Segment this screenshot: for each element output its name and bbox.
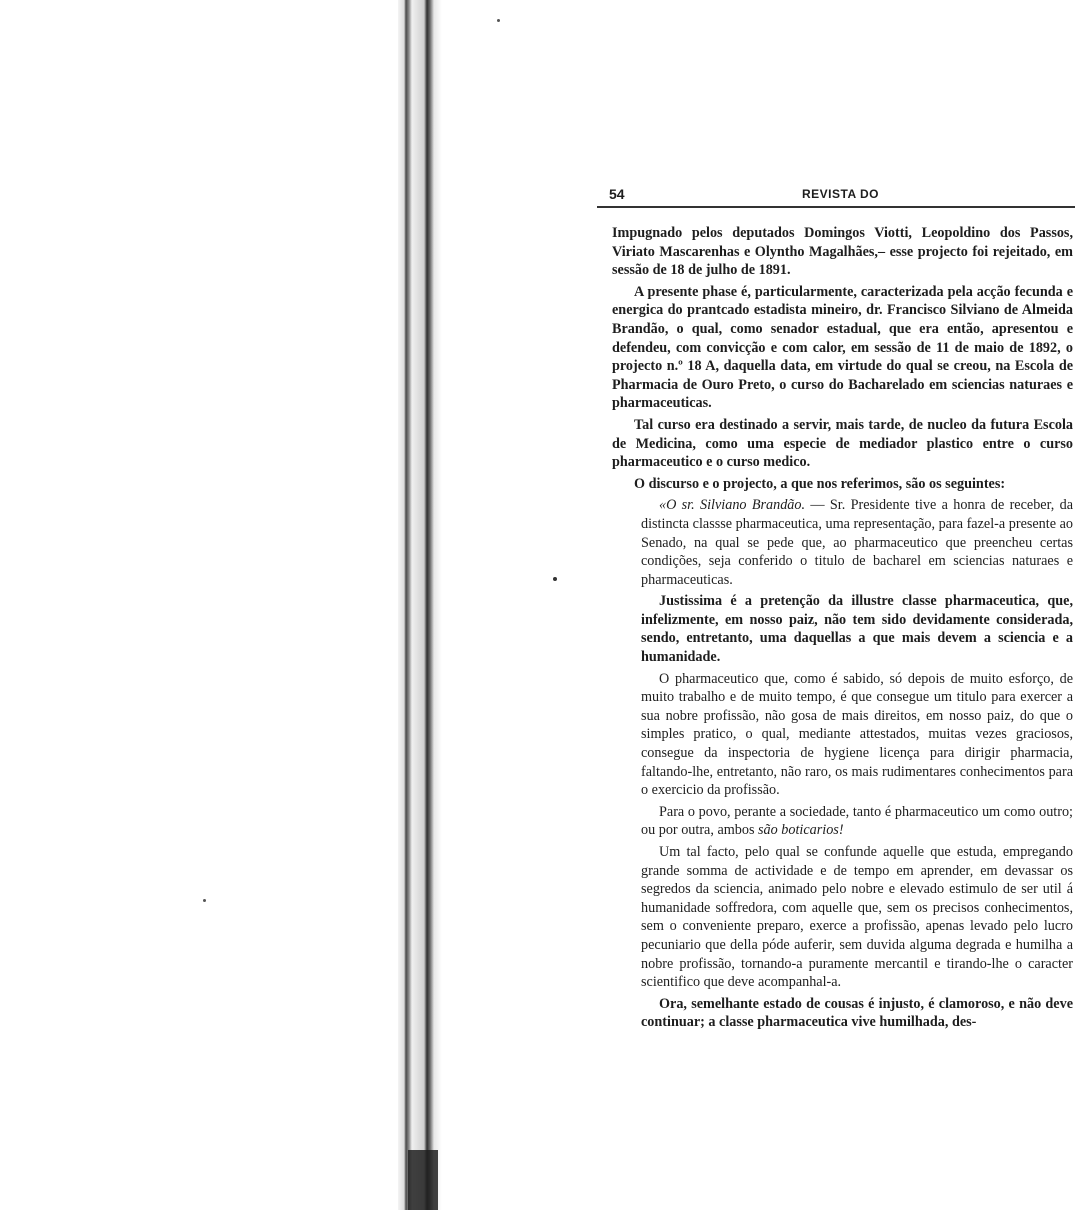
book-gutter <box>398 0 442 1210</box>
speaker-name: «O sr. Silviano Brandão. <box>659 497 806 514</box>
scan-speck <box>203 899 206 902</box>
paragraph: Impugnado pelos deputados Domingos Viotti, Leopoldino dos Passos, Viriato Mascarenhas e Olyntho Magalhães,– esse projecto foi rejeitado, em sessão de 18 de julho de 1891. <box>612 225 1073 279</box>
quote-paragraph: Ora, semelhante estado de cousas é injusto, é clamoroso, e não deve continuar; a classe pharmaceutica vive humilhada, des- <box>641 995 1073 1031</box>
scan-speck <box>497 19 500 22</box>
quote-text: — Sr. Presidente tive a honra de receber, da distincta classse pharmaceutica, uma representação, para fazel-a presente ao Senado, na qual se pede que, ao pharmaceutico que preencheu certas condições, seja conferido o titulo de bacharel em sciencias naturaes e pharmaceuticas. <box>641 497 1074 588</box>
quote-paragraph <box>641 803 1073 840</box>
quote-paragraph: Justissima é a pretenção da illustre classe pharmaceutica, que, infelizmente, em nosso paiz, não tem sido devidamente considerada, sendo, entretanto, uma daquellas a que mais devem a sciencia e a humanidade. <box>641 593 1073 666</box>
quote-paragraph: O pharmaceutico que, como é sabido, só depois de muito esforço, de muito trabalho e de muito tempo, é que consegue um titulo para exercer a sua nobre profissão, não gosa de mais direitos, em nosso paiz, do que o simples pratico, o qual, mediante attestados, muitas vezes graciosos, consegue da inspectoria de hygiene licença para dirigir pharmacia, faltando-lhe, entretanto, não raro, os mais rudimentares conhecimentos para o exercicio da profissão. <box>641 670 1073 799</box>
gutter-shadow <box>408 1150 438 1210</box>
page-number: 54 <box>609 186 625 202</box>
paragraph: A presente phase é, particularmente, caracterizada pela acção fecunda e energica do prantcado estadista mineiro, dr. Francisco Silviano de Almeida Brandão, o qual, como senador estadual, que era então, apresentou e defendeu, com convicção e com calor, em sessão de 11 de maio de 1892, o projecto n.º 18 A, daquella data, em virtude do qual se creou, na Escola de Pharmacia de Ouro Preto, o curso do Bacharelado em sciencias naturaes e pharmaceuticas. <box>612 283 1073 412</box>
running-head: REVISTA DO <box>802 187 880 201</box>
quote-paragraph: Um tal facto, pelo qual se confunde aquelle que estuda, empregando grande somma de actividade e de tempo em aprender, em devassar os segredos da sciencia, animado pelo nobre e elevado estimulo de ser util á humanidade soffredora, com aquelle que, sem os precisos conhecimentos, sem o conveniente preparo, exerce a profissão, apenas levado pelo lucro pecuniario que della póde auferir, sem duvida alguma degrada e humilha a nobre profissão, tornando-a puramente mercantil e tirando-lhe o caracter scientifico que deve acompanhal-a. <box>641 844 1073 991</box>
quote-paragraph <box>641 496 1073 589</box>
scan-speck <box>553 577 557 581</box>
speech-quote <box>612 496 1073 1032</box>
emphasis: são boticarios! <box>758 822 844 839</box>
body-text <box>597 224 1075 1032</box>
quote-text: Para o povo, perante a sociedade, tanto é pharmaceutico um como outro; ou por outra, ambos <box>641 803 1073 839</box>
book-page <box>597 184 1075 1035</box>
paragraph: Tal curso era destinado a servir, mais tarde, de nucleo da futura Escola de Medicina, como uma especie de mediador plastico entre o curso pharmaceutico e o curso medico. <box>612 416 1073 471</box>
paragraph: O discurso e o projecto, a que nos referimos, são os seguintes: <box>634 475 1006 492</box>
page-header <box>597 184 1075 208</box>
